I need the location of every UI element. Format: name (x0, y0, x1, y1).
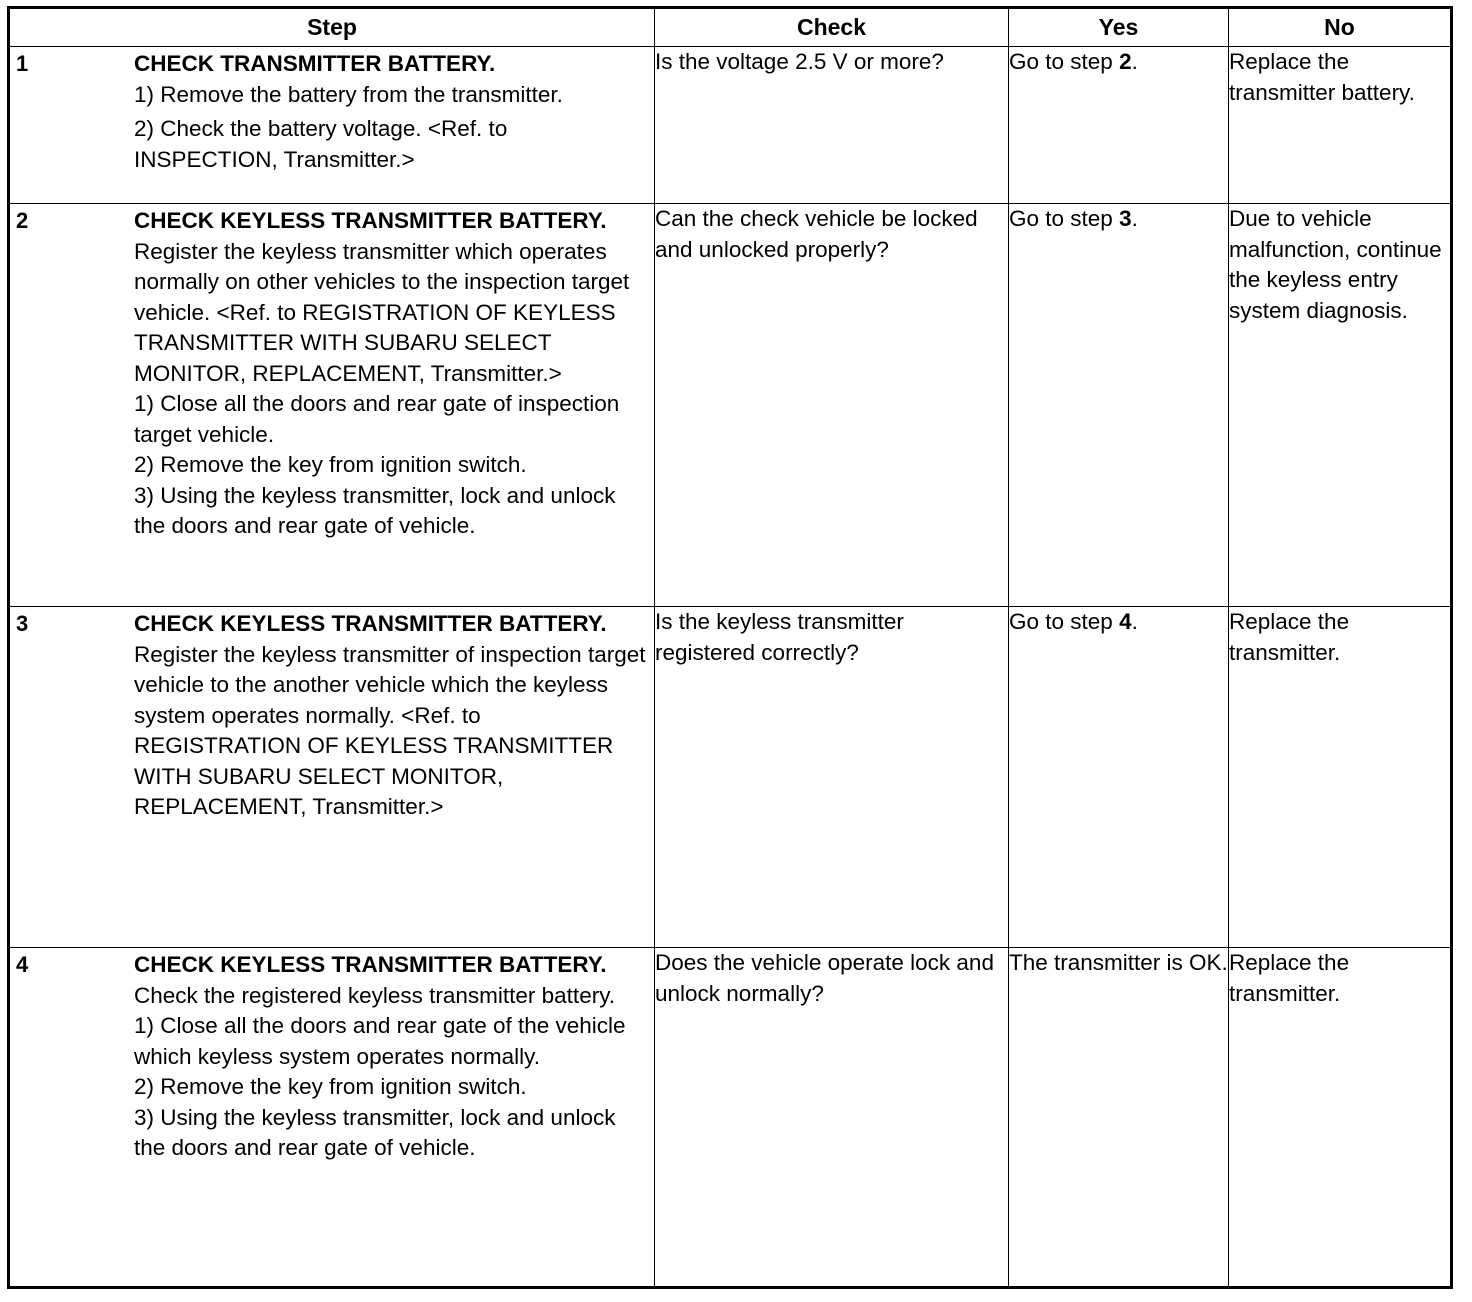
header-step: Step (9, 8, 655, 47)
step-line: 3) Using the keyless transmitter, lock and unlock the doors and rear gate of vehicle. (134, 1104, 616, 1160)
step-line: 2) Check the battery voltage. <Ref. to INSPECTION, Transmitter.> (134, 116, 508, 172)
diagnosis-table (7, 6, 1453, 1289)
yes-cell (1009, 607, 1229, 948)
step-line: 1) Close all the doors and rear gate of inspection target vehicle. (134, 391, 620, 447)
header-row (9, 8, 1452, 47)
check-cell: Is the keyless transmitter registered correctly? (655, 607, 1009, 948)
yes-cell (1009, 47, 1229, 204)
yes-step-ref: 3 (1119, 206, 1132, 231)
yes-cell (1009, 204, 1229, 607)
step-line: 2) Remove the key from ignition switch. (134, 1074, 527, 1099)
yes-step-ref: 2 (1119, 49, 1132, 74)
yes-cell (1009, 948, 1229, 1288)
no-cell: Replace the transmitter. (1229, 607, 1452, 948)
yes-text: The transmitter is OK. (1009, 950, 1228, 975)
step-line: Register the keyless transmitter which operates normally on other vehicles to the inspection target vehicle. <Ref. to REGISTRATION OF KEYLESS TRANSMITTER WITH SUBARU SELECT MONITOR, REPLACEMENT, Transmitter.> (134, 238, 630, 386)
step-number: 2 (16, 208, 29, 233)
step-line: Register the keyless transmitter of inspection target vehicle to the another vehicle which the keyless system operates normally. <Ref. to REGISTRATION OF KEYLESS TRANSMITTER WITH SUBARU SELECT MONITOR, REPLACEMENT, Transmitter.> (134, 641, 646, 819)
step-line: 2) Remove the key from ignition switch. (134, 452, 527, 477)
step-title: CHECK KEYLESS TRANSMITTER BATTERY. (134, 611, 607, 636)
check-cell: Is the voltage 2.5 V or more? (655, 47, 1009, 204)
step-line: 3) Using the keyless transmitter, lock and unlock the doors and rear gate of vehicle. (134, 482, 616, 538)
step-title: CHECK TRANSMITTER BATTERY. (134, 51, 496, 76)
step-line: Check the registered keyless transmitter battery. (134, 982, 616, 1008)
no-cell: Replace the transmitter. (1229, 948, 1452, 1288)
step-number: 4 (16, 952, 29, 977)
step-title: CHECK KEYLESS TRANSMITTER BATTERY. (134, 952, 607, 977)
table-row (9, 204, 1452, 607)
yes-suffix: . (1131, 206, 1138, 231)
check-cell: Can the check vehicle be locked and unlocked properly? (655, 204, 1009, 607)
yes-text: Go to step (1009, 609, 1120, 634)
table-row (9, 607, 1452, 948)
step-line: 1) Remove the battery from the transmitter. (134, 81, 563, 107)
yes-text: Go to step (1009, 49, 1120, 74)
step-cell (9, 948, 655, 1288)
table-row (9, 948, 1452, 1288)
header-check: Check (655, 8, 1009, 47)
step-cell (9, 607, 655, 948)
no-cell: Due to vehicle malfunction, continue the keyless entry system diagnosis. (1229, 204, 1452, 607)
step-cell (9, 47, 655, 204)
yes-step-ref: 4 (1119, 609, 1132, 634)
yes-suffix: . (1131, 609, 1138, 634)
check-cell: Does the vehicle operate lock and unlock normally? (655, 948, 1009, 1288)
step-cell (9, 204, 655, 607)
step-line: 1) Close all the doors and rear gate of the vehicle which keyless system operates normally. (134, 1013, 626, 1069)
yes-text: Go to step (1009, 206, 1120, 231)
header-no: No (1229, 8, 1452, 47)
step-number: 1 (16, 51, 29, 76)
step-number: 3 (16, 611, 29, 636)
no-cell: Replace the transmitter battery. (1229, 47, 1452, 204)
header-yes: Yes (1009, 8, 1229, 47)
yes-suffix: . (1131, 49, 1138, 74)
table-row (9, 47, 1452, 204)
step-title: CHECK KEYLESS TRANSMITTER BATTERY. (134, 208, 607, 233)
